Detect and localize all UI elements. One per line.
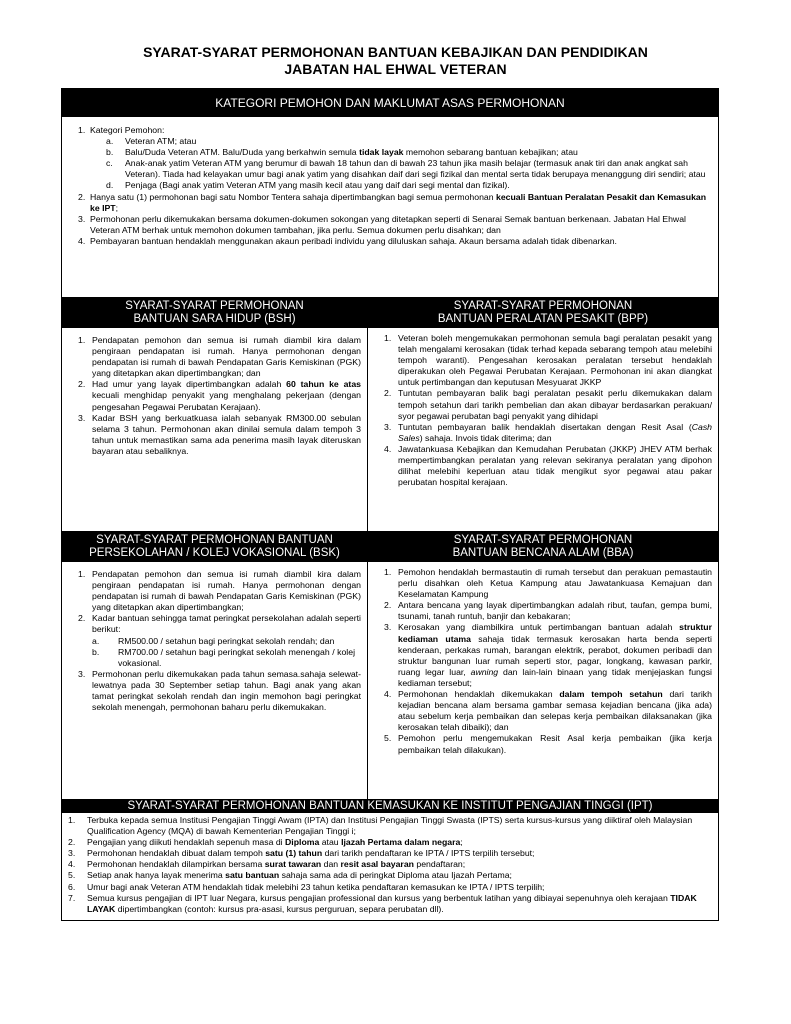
list-item: b. Balu/Duda Veteran ATM. Balu/Duda yang berkahwin semula tidak layak memohon sebarang bantuan kebajikan; atau <box>106 147 578 158</box>
section-bsk-header: SYARAT-SYARAT PERMOHONAN BANTUAN PERSEKOLAHAN / KOLEJ VOKASIONAL (BSK) <box>62 532 367 562</box>
list-item: 3. Tuntutan pembayaran balik hendaklah disertakan dengan Resit Asal (Cash Sales) sahaja. Invois tidak diterima; dan <box>384 421 712 443</box>
conditions-table <box>61 88 719 921</box>
list-item: a. RM500.00 / setahun bagi peringkat sekolah rendah; dan <box>92 635 335 646</box>
list-item: 4. Permohonan hendaklah dikemukakan dalam tempoh setahun dari tarikh kejadian bencana alam bersama gambar semasa kejadian bencana (jika ada) atau sebelum kerja pembaikan dan selepas kerja pembaikan dilaksanakan (jika kerosakan telah dibaiki); dan <box>384 689 712 733</box>
list-item: 3. Permohonan hendaklah dibuat dalam tempoh satu (1) tahun dari tarikh pendaftaran ke IPTA / IPTS terpilih tersebut; <box>68 848 535 859</box>
section-bsk <box>62 532 367 713</box>
list-item: 1. Veteran boleh mengemukakan permohonan semula bagi peralatan pesakit yang telah mengalami kerosakan (tidak terhad kepada sebarang tempoh atau melebihi tempoh waranti). Pengesahan kerosakan peralatan tersebut hendaklah diperakukan oleh Pegawai Perubatan Kerajaan. Permohonan ini akan diangkat untuk pertimbangan dan keputusan Mesyuarat JKKP <box>384 333 712 388</box>
list-item: c. Anak-anak yatim Veteran ATM yang berumur di bawah 18 tahun dan di bawah 23 tahun jika masih belajar (termasuk anak tiri dan anak angkat sah Veteran). Tiada had kelayakan umur bagi anak yatim yang disahkan daif dari segi fizikal dan mental serta tidak berupaya menanggung diri sendiri; atau <box>106 158 706 180</box>
list-item: d. Penjaga (Bagi anak yatim Veteran ATM yang masih kecil atau yang daif dari segi mental dan fizikal). <box>106 180 510 191</box>
section-bpp <box>368 298 718 488</box>
section-kategori-body <box>62 117 718 247</box>
list-item: 3. Permohonan perlu dikemukakan pada tahun semasa.sahaja selewat-lewatnya pada 30 September setiap tahun. Bagi anak yang akan tamat peringkat sekolah rendah dan ingin memohon bagi peringkat sekolah menengah, permohonan baharu perlu dikemukakan. <box>78 668 361 713</box>
list-item: 1. Pemohon hendaklah bermastautin di rumah tersebut dan perakuan pemastautin perlu disahkan oleh Ketua Kampung atau Jawatankuasa Kemajuan dan Keselamatan Kampung <box>384 567 712 600</box>
list-item: 2. Tuntutan pembayaran balik bagi peralatan pesakit perlu dikemukakan dalam tempoh setahun dari tarikh pembelian dan akan dibayar berdasarkan perakuan/ syor pegawai perubatan bagi penyakit yang dihidapi <box>384 388 712 421</box>
list-item: 2. Hanya satu (1) permohonan bagi satu Nombor Tentera sahaja dipertimbangkan bagi semua permohonan kecuali Bantuan Peralatan Pesakit dan Kemasukan ke IPT; <box>78 191 707 213</box>
section-ipt-header: SYARAT-SYARAT PERMOHONAN BANTUAN KEMASUKAN KE INSTITUT PENGAJIAN TINGGI (IPT) <box>62 799 718 813</box>
list-item: 7. Semua kursus pengajian di IPT luar Negara, kursus pengajian professional dan kursus yang berbentuk latihan yang dibiayai sepenuhnya oleh kerajaan TIDAK LAYAK dipertimbangkan (contoh: kursus pra-asasi, kursus perguruan, separa perubatan dll). <box>68 892 697 914</box>
list-item: a. Veteran ATM; atau <box>106 136 197 147</box>
list-item: 5. Setiap anak hanya layak menerima satu bantuan sahaja sama ada di peringkat Diploma atau Ijazah Pertama; <box>68 870 512 881</box>
section-bpp-header: SYARAT-SYARAT PERMOHONAN BANTUAN PERALATAN PESAKIT (BPP) <box>368 298 718 328</box>
list-item: 3. Kerosakan yang diambilkira untuk pertimbangan bantuan adalah struktur kediaman utama sahaja tidak termasuk kerosakan harta benda seperti kenderaan, perkakas rumah, barangan elektrik, perabot, dokumen peribadi dan struktur bangunan luar rumah seperti stor, pagar, longkang, kawasan parkir, ruang legar luar, awning dan lain-lain binaan yang tidak menjejaskan fungsi kediaman tersebut; <box>384 622 712 688</box>
list-item: 2. Kadar bantuan sehingga tamat peringkat persekolahan adalah seperti berikut: a. RM500.00 / setahun bagi peringkat sekolah rendah; dan b. RM700.00 / setahun bagi peringkat sekolah menengah / kolej vokasional. <box>78 613 361 668</box>
title-line-1: SYARAT-SYARAT PERMOHONAN BANTUAN KEBAJIKAN DAN PENDIDIKAN <box>143 44 648 60</box>
list-item: 4. Permohonan hendaklah dilampirkan bersama surat tawaran dan resit asal bayaran pendaftaran; <box>68 859 466 870</box>
page-title <box>0 44 791 78</box>
list-item: 2. Pengajian yang diikuti hendaklah sepenuh masa di Diploma atau Ijazah Pertama dalam negara; <box>68 837 463 848</box>
section-bba <box>368 532 718 756</box>
title-line-2: JABATAN HAL EHWAL VETERAN <box>284 61 507 77</box>
list-item: b. RM700.00 / setahun bagi peringkat sekolah menengah / kolej vokasional. <box>92 646 355 668</box>
section-bsh <box>62 298 367 457</box>
list-item: 1. Pendapatan pemohon dan semua isi rumah diambil kira dalam pengiraan pendapatan isi rumah. Hanya permohonan dengan pendapatan isi rumah di bawah Pendapatan Garis Kemiskinan (PGK) yang ditetapkan akan dipertimbangkan; dan <box>78 335 361 379</box>
list-item: 4. Jawatankuasa Kebajikan dan Kemudahan Perubatan (JKKP) JHEV ATM berhak mempertimbangkan peralatan yang relevan sekiranya peralatan yang dipohon dilihat melebihi keperluan atau tidak mengikut syor pegawai atau pakar perubatan hospital kerajaan. <box>384 443 712 488</box>
list-item: 1. Pendapatan pemohon dan semua isi rumah diambil kira dalam pengiraan pendapatan isi rumah. Hanya permohonan dengan pendapatan isi rumah di bawah Pendapatan Garis Kemiskinan (PGK) yang ditetapkan akan dipertimbangkan; <box>78 569 361 613</box>
list-item: 2. Had umur yang layak dipertimbangkan adalah 60 tahun ke atas kecuali menghidap penyakit yang menghalang pekerjaan (dengan pengesahan Pegawai Perubatan Kerajaan). <box>78 379 361 412</box>
list-item: 2. Antara bencana yang layak dipertimbangkan adalah ribut, taufan, gempa bumi, tsunami, tanah runtuh, banjir dan kebakaran; <box>384 600 712 622</box>
list-item: 3. Permohonan perlu dikemukakan bersama dokumen-dokumen sokongan yang ditetapkan seperti di Senarai Semak bantuan berkenaan. Jabatan Hal Ehwal Veteran ATM berhak untuk memohon dokumen tambahan, jika perlu. Semua dokumen perlu disahkan; dan <box>78 213 686 235</box>
section-ipt <box>62 799 718 915</box>
list-item: 1. Kategori Pemohon: a. Veteran ATM; atau b. Balu/Duda Veteran ATM. Balu/Duda yang berkahwin semula tidak layak memohon sebarang bantuan kebajikan; atau c. Anak-anak yatim Veteran ATM yang berumur di bawah 18 tahun dan di bawah 23 tahun jika masih belajar (termasuk anak tiri dan anak angkat sah Veteran). Tiada had kelayakan umur bagi anak yatim yang disahkan daif dari segi fizikal dan mental serta tidak berupaya menanggung diri sendiri; atau d. Penjaga (Bagi anak yatim Veteran ATM yang masih kecil atau yang daif dari segi mental dan fizikal). <box>62 125 712 192</box>
list-item: 4. Pembayaran bantuan hendaklah menggunakan akaun peribadi individu yang diluluskan sahaja. Akaun bersama adalah tidak dibenarkan. <box>78 235 617 246</box>
section-bsh-header: SYARAT-SYARAT PERMOHONAN BANTUAN SARA HIDUP (BSH) <box>62 298 367 328</box>
list-item: 1. Terbuka kepada semua Institusi Pengajian Tinggi Awam (IPTA) dan Institusi Pengajian Tinggi Swasta (IPTS) serta kursus-kursus yang diiktiraf oleh Malaysian Qualification Agency (MQA) di bawah Kementerian Pengajian Tinggi i; <box>68 815 693 837</box>
section-kategori <box>62 89 718 297</box>
list-item: 6. Umur bagi anak Veteran ATM hendaklah tidak melebihi 23 tahun ketika pendaftaran kemasukan ke IPTA / IPTS terpilih; <box>68 881 545 892</box>
section-kategori-header: KATEGORI PEMOHON DAN MAKLUMAT ASAS PERMOHONAN <box>62 89 718 117</box>
list-item: 5. Pemohon perlu mengemukakan Resit Asal kerja pembaikan (jika kerja pembaikan telah dilakukan). <box>384 733 712 755</box>
section-bba-header: SYARAT-SYARAT PERMOHONAN BANTUAN BENCANA ALAM (BBA) <box>368 532 718 562</box>
list-item: 3. Kadar BSH yang berkuatkuasa ialah sebanyak RM300.00 sebulan selama 3 tahun. Permohonan akan dinilai semula dalam tempoh 3 tahun untuk memastikan sama ada penerima masih layak diteruskan bayaran atau sebaliknya. <box>78 412 361 456</box>
